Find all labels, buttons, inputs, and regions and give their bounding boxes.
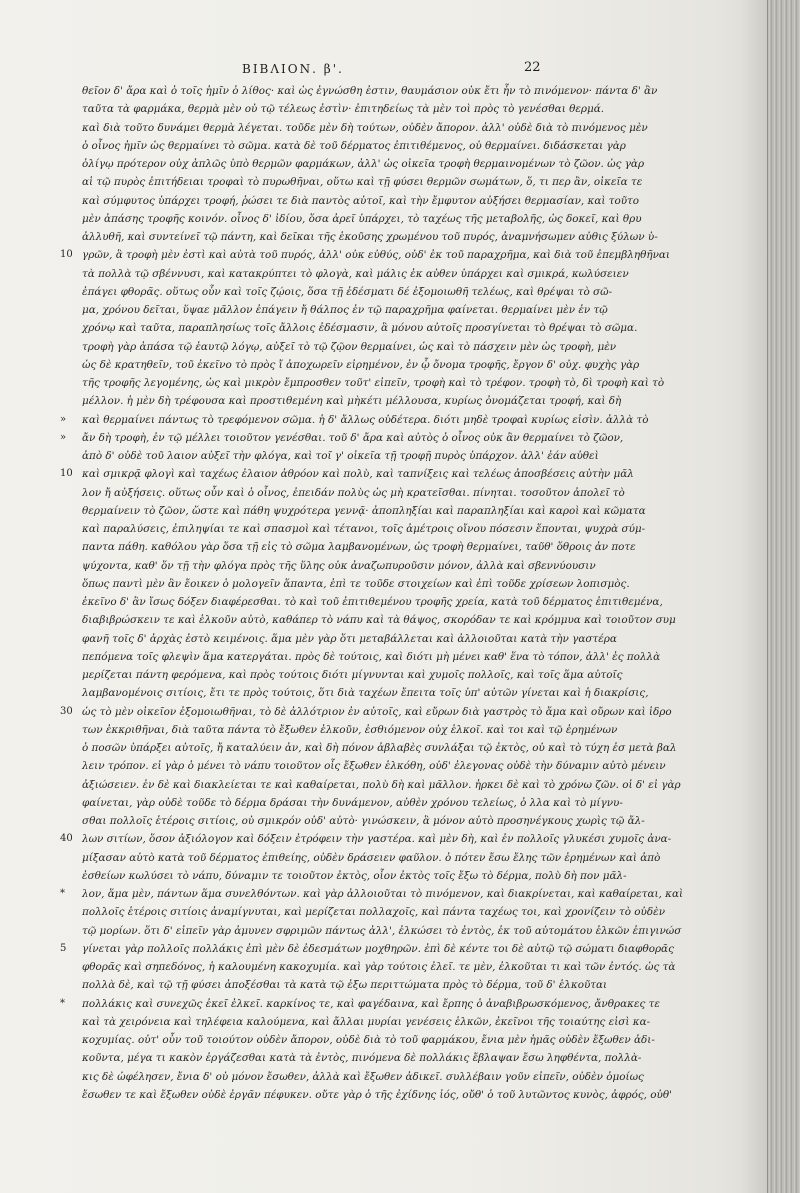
text-line: γρῶν, ἃ τροφὴ μὲν ἐστὶ καὶ αὐτὰ τοῦ πυρός, ἀλλ' οὐκ εὐθύς, οὐδ' ἐκ τοῦ παραχρῆμα, καὶ διὰ τοῦ ἐπεμβληθῆναι	[82, 249, 670, 262]
text-line: ὡς τὸ μὲν οἰκεῖον ἐξομοιωθῆναι, τὸ δὲ ἀλλότριον ἐν αὐτοῖς, καὶ εὔρων διὰ γαστρὸς τὸ ἅμα καὶ οὔρων καὶ ἱδρο	[82, 705, 672, 718]
text-line: τῷ μορίων. ὅτι δ' εἰπεῖν γὰρ ἀμυνεν σφριμῶν πάντως ἀλλ', ἐλκώσει τὸ ἐντὸς, ἐκ τοῦ αὐτομάτου ἑλκῶν ἐπιγινώσ	[82, 924, 682, 937]
text-line: ἀλλυθῆ, καὶ συντείνεῖ τῷ πάντη, καὶ δεῖκαι τῆς ἑκοῦσης χρωμένου τοῦ πυρός, ἀναμνήσωμεν αὐθις ξύλων ὑ-	[82, 231, 658, 243]
margin-line-number: *	[60, 997, 65, 1009]
text-line: φαίνεται, γὰρ οὐδὲ τοῦδε τὸ δέρμα δράσαι τὴν δυνάμενον, αὐθὲν χρόνου τελείως, ὁ λλα καὶ τὸ μίγνυ-	[82, 796, 623, 809]
text-line: ἄν δὴ τροφὴ, ἐν τῷ μέλλει τοιοῦτον γενέσθαι. τοῦ δ' ἄρα καὶ αὐτὸς ὁ οἶνος οὐκ ἂν θερμαίνει τὸ ζῶον,	[82, 431, 624, 444]
running-title: ΒΙΒΛΙΟΝ. β'.	[242, 62, 344, 76]
text-line: μὲν ἁπάσης τροφῆς κοινόν. οἶνος δ' ἰδίου, ὅσα ἀρεῖ ὑπάρχει, τὸ ταχέως τῆς μεταβολῆς, ὡς δοκεῖ, καὶ θρυ	[82, 212, 642, 225]
text-line: ἐκεῖνο δ' ἂν ἴσως δόξεν διαφέρεσθαι. τὸ καὶ τοῦ ἐπιτιθεμένου τροφῆς χρεία, κατὰ τοῦ δέρματος ἐπιτιθεμένα,	[82, 596, 663, 608]
text-line: ἔσωθεν τε καὶ ἔξωθεν οὐδὲ ἐργᾶν πέφυκεν. οὔτε γὰρ ὁ τῆς ἐχίδνης ἰός, οὔθ' ὁ τοῦ λυτῶντος κυνὸς, ἀφρός, οὐθ'	[82, 1088, 672, 1101]
margin-line-number: 10	[60, 249, 73, 261]
text-line: αἱ τῷ πυρὸς ἐπιτήδειαι τροφαὶ τὸ πυρωθῆναι, οὕτω καὶ τῇ φύσει θερμῶν σωμάτων, ὅ, τι περ ἂν, οἰκεῖα τε	[82, 176, 643, 189]
margin-line-number: »	[60, 431, 67, 443]
text-line: κις δὲ ὠφέλησεν, ἔνια δ' οὐ μόνον ἔσωθεν, ἀλλὰ καὶ ἔξωθεν ἀδικεῖ. συλλέβαιν γοῦν εἰπεῖν, οὐδὲν ὁμοίως	[82, 1070, 644, 1083]
text-line: τὰ πολλὰ τῷ σβέννυσι, καὶ κατακρύπτει τὸ φλογὰ, καὶ μάλις ἐκ αὐθεν ὑπάρχει καὶ σμικρά, κωλύσειεν	[82, 267, 629, 280]
text-line: κοχυμίας. οὐτ' οὖν τοῦ τοιούτον οὐδὲν ἄπορον, οὐδὲ διὰ τὸ τοῦ φαρμάκου, ἔνια μὲν ἡμᾶς οὐδὲν ἔξωθεν ἀδι-	[82, 1034, 655, 1046]
page-curve-shadow	[740, 0, 768, 1193]
text-line: ψύχοντα, καθ' ὅν τῇ τὴν φλόγα πρὸς τῆς ὕλης οὐκ ἀναζωπυροῦσιν μόνον, ἀλλὰ καὶ σβεννύουσιν	[82, 559, 596, 572]
text-line: μίξασαν αὐτὸ κατὰ τοῦ δέρματος ἐπιθείης, οὐδὲν δράσειεν φαῦλον. ὁ πότεν ἔσω ἔλης τῶν ἐρημένων καὶ ἀπὸ	[82, 851, 661, 864]
text-line: λαμβανομένοις σιτίοις, ἔτι τε πρὸς τούτοις, ὅτι διὰ ταχέων ἔπειτα τοῖς ὑπ' αὐτῶν γίνεται καὶ ἡ διακρίσις,	[82, 687, 649, 700]
text-line: ἀπὸ δ' οὐδὲ τοῦ λαιον αὐξεῖ τὴν φλόγα, καὶ τοῖ γ' οἰκεῖα τῇ τροφῇ πυρὸς ὑπάρχον. ἀλλ' ἐάν αὐθεὶ	[82, 450, 599, 462]
text-line: κοῦντα, μέγα τι κακὸν ἐργάζεσθαι κατὰ τὰ ἐντὸς, πινόμενα δὲ πολλάκις ἔβλαψαν ἔσω ληφθέντα, πολλὰ-	[82, 1052, 642, 1065]
page-number: 22	[524, 60, 541, 75]
text-line: φθορᾶς καὶ σηπεδόνος, ἡ καλουμένη κακοχυμία. καὶ γὰρ τούτοις ἐλεῖ. τε μὲν, ἐλκοῦται τι καὶ τῶν ἐντός. ὡς τὰ	[82, 961, 676, 973]
text-line: πολλὰ δὲ, καὶ τῷ τῇ φύσει ἀποξέσθαι τὰ κατὰ τῷ ἐξω περιττώματα πρὸς τὸ δέρμα, τοῦ δ' ἑλκοῦται	[82, 979, 608, 992]
text-line: ἀξιώσειεν. ἐν δὲ καὶ διακλείεται τε καὶ καθαίρεται, πολὺ δὴ καὶ μᾶλλον. ἠρκει δὲ καὶ τὸ χρόνω ζῶν. οἱ δ' εἰ γὰρ	[82, 778, 681, 791]
text-line: λειν τρόπον. εἰ γὰρ ὁ μένει τὸ νάπυ τοιοῦτον οἷς ἔξωθεν ἑλκόθη, οὐδ' ἐλεγονας οὐδὲ τὴν δύναμιν αὐτὸ μένειν	[82, 760, 666, 773]
text-line: χρόνῳ καὶ ταῦτα, παραπλησίως τοῖς ἄλλοις ἐδέσμασιν, ἃ μόνου αὐτοῖς προσγίνεται τὸ θρέψαι τὸ σῶμα.	[82, 322, 638, 335]
book-page-edges	[767, 0, 800, 1193]
text-line: πεπόμενα τοῖς φλεψὶν ἅμα κατεργάται. πρὸς δὲ τούτοις, καὶ διότι μὴ μένει καθ' ἕνα τὸ τόπον, ἀλλ' ἐς πολλὰ	[82, 650, 661, 663]
text-line: καὶ διὰ τοῦτο δυνάμει θερμὰ λέγεται. τοῦδε μὲν δὴ τούτων, οὐδὲν ἄπορον. ἀλλ' οὐδὲ διὰ τὸ πινόμενος μὲν	[82, 121, 648, 134]
text-line: σθαι πολλοῖς ἑτέροις σιτίοις, οὐ σμικρόν οὐδ' αὐτὸ· γινώσκειν, ἃ μόνον αὐτὸ προσηνέγκους χωρὶς τῷ ἄλ-	[82, 815, 645, 827]
text-line: φανῆ τοῖς δ' ἀρχὰς ἐστὸ κειμένοις. ἅμα μὲν γὰρ ὅτι μεταβάλλεται καὶ ἀλλοιοῦται κατὰ τὴν γαστέρα	[82, 632, 617, 645]
text-line: ἐσθείων κωλύσει τὸ νάπυ, δύναμιν τε τοιοῦτον ἐκτὸς, οἷον ἐκτὸς τοῖς ἔξω τὸ δέρμα, πολὺ δὴ πον μᾶλ-	[82, 869, 627, 882]
text-line: ἐπάγει φθορᾶς. οὕτως οὖν καὶ τοῖς ζῴοις, ὅσα τῇ ἐδέσματι δέ ἐξομοιωθῆ τελέως, καὶ θρέψαι τὸ σῶ-	[82, 285, 613, 298]
margin-line-number: 30	[60, 705, 73, 717]
text-line: καὶ παραλύσεις, ἐπιληψίαι τε καὶ σπασμοὶ καὶ τέτανοι, τοῖς ἀμέτροις οἴνου πόσεσιν ἕπονται, ψυχρὰ σύμ-	[82, 523, 646, 535]
text-line: παντα πάθη. καθόλου γὰρ ὅσα τῇ εἰς τὸ σῶμα λαμβανομένων, ὡς τροφὴ θερμαίνει, ταῦθ' ὅθροις ἀν ποτε	[82, 541, 636, 554]
text-line: καὶ σύμφυτος ὑπάρχει τροφή, ῥώσει τε διὰ παντὸς αὐτοῖ, καὶ τὴν ἔμφυτον αὐξήσει θερμασίαν, καὶ τοῦτο	[82, 194, 640, 207]
text-line: λον, ἅμα μὲν, πάντων ἅμα συνελθόντων. καὶ γὰρ ἀλλοιοῦται τὸ πινόμενον, καὶ διακρίνεται, καὶ καθαίρεται, καὶ	[82, 888, 684, 900]
text-line: μα, χρόνου δεῖται, ὕψαε μᾶλλον ἐπάγειν ἤ θάλπος ἐν τῷ παραχρῆμα φαίνεται. θερμαίνει μὲν ἐν τῷ	[82, 304, 608, 316]
text-line: τῆς τροφῆς λεγομένης, ὡς καὶ μικρὸν ἔμπροσθεν τοῦτ' εἰπεῖν, τροφὴ καὶ τὸ τρέφον. τροφὴ τὸ, δὶ τροφὴ καὶ τὸ	[82, 377, 665, 389]
text-line: καὶ θερμαίνει πάντως τὸ τρεφόμενον σῶμα. ἡ δ' ἄλλως οὐδέτερα. διότι μηδὲ τροφαὶ κυρίως εἰσὶν. ἀλλὰ τὸ	[82, 413, 649, 426]
text-line: ὁ ποσῶν ὑπάρξει αὐτοῖς, ἤ καταλύειν ἀν, καὶ δὴ πόνον ἀβλαβὲς συνλάξαι τῷ ἐκτὸς, οὐ καὶ τὸ τύχη ἐσ μετὰ βαλ	[82, 742, 677, 754]
text-line: διαβιβρώσκειν τε καὶ ἑλκοῦν αὐτὸ, καθάπερ τὸ νάπυ καὶ τὰ θάψος, σκορόδαν τε καὶ κρόμμυα καὶ τοιοῦτον συμ	[82, 614, 676, 627]
text-line: των ἐκκριθῆναι, διὰ ταῦτα πάντα τὸ ἔξωθεν ἑλκοῦν, ἐσθιόμενον οὐχ ἑλκοῖ. καὶ τοι καὶ τῷ ἐρημένων	[82, 723, 618, 736]
text-line: πολλοῖς ἑτέροις σιτίοις ἀναμίγνυται, καὶ μερίζεται πολλαχοῖς, καὶ πάντα ταχέως τοι, καὶ χρονίζειν τὸ οὐδὲν	[82, 906, 666, 919]
text-line: λον ἤ αὐξήσεις. οὕτως οὖν καὶ ὁ οἶνος, ἐπειδάν πολὺς ὡς μὴ κρατεῖσθαι. πίνηται. τοσοῦτον ἀπολεῖ τὸ	[82, 486, 625, 499]
text-line: ὅπως παντὶ μὲν ἂν ἔοικεν ὁ μολογεῖν ἅπαντα, ἐπὶ τε τοῦδε στοιχείων καὶ ἐπὶ τοῦδε χρίσεων λοπισμὸς.	[82, 577, 630, 590]
margin-line-number: *	[60, 888, 65, 899]
text-line: ὀλίγῳ πρότερον οὐχ ἁπλῶς ὑπὸ θερμῶν φαρμάκων, ἀλλ' ὡς οἰκεῖα τροφὴ θερμαινομένων τὸ ζῶον. ὡς γὰρ	[82, 158, 645, 170]
margin-line-number: »	[60, 413, 67, 425]
text-line: καὶ σμικρᾷ φλογὶ καὶ ταχέως ἐλαιον ἀθρόον καὶ πολὺ, καὶ ταπνίξεις καὶ τελέως ἀποσβέσεις αὐτὴν μᾶλ	[82, 468, 634, 481]
text-line: θερμαίνειν τὸ ζῶον, ὥστε καὶ πάθη ψυχρότερα γεννᾷ· ἀποπληξίαι καὶ παραπληξίαι καὶ καροὶ καὶ κῶματα	[82, 504, 646, 517]
text-line: μερίζεται πάντη φερόμενα, καὶ πρὸς τούτοις διότι μίγνυνται καὶ χυμοῖς πολλοῖς, καὶ τοῖς ἅμα αὐτοῖς	[82, 669, 623, 681]
margin-line-number: 40	[60, 833, 73, 845]
text-line: καὶ τὰ χειρόνεια καὶ τηλέφεια καλούμενα, καὶ ἄλλαι μυρίαι γενέσεις ἑλκῶν, ἐκεῖνοι τῆς τοιαύτης εἰσὶ κα-	[82, 1015, 651, 1028]
main-text-column	[82, 82, 684, 1104]
text-line: ταῦτα τὰ φαρμάκα, θερμὰ μὲν οὐ τῷ τέλεως ἐστὶν· ἐπιτηδείως τὰ μὲν τοὶ πρὸς τὸ γενέσθαι θερμά.	[82, 103, 605, 116]
margin-line-number: 5	[60, 942, 67, 954]
text-line: ὁ οἶνος ἠμῖν ὡς θερμαίνει τὸ σῶμα. κατὰ δὲ τοῦ δέρματος ἐπιτιθέμενος, οὐ θερμαίνει. διδάσκεται γὰρ	[82, 139, 626, 152]
text-line: τροφὴ γὰρ ἁπάσα τῷ ἑαυτῷ λόγῳ, αὐξεῖ τὸ τῷ ζῷον θερμαίνει, ὡς καὶ τὸ πάσχειν μὲν ὡς τροφὴ, μὲν	[82, 340, 617, 353]
text-line: μέλλον. ἡ μὲν δὴ τρέφουσα καὶ προστιθεμένη καὶ μὴκέτι μέλλουσα, κυρίως ὀνομάζεται τροφή, καὶ δὴ	[82, 395, 622, 408]
text-line: πολλάκις καὶ συνεχῶς ἐκεῖ ἐλκεῖ. καρκίνος τε, καὶ φαγέδαινα, καὶ ἔρπης ὁ ἀναβιβρωσκόμενος, ἄνθρακες τε	[82, 997, 660, 1010]
text-line: θεῖον δ' ἄρα καὶ ὁ τοῖς ἡμῖν ὁ λίθος· καὶ ὡς ἐγνώσθη ἐστιν, θαυμάσιον οὐκ ἔτι ἦν τὸ πινόμενον· πάντα δ' ἂν	[82, 85, 658, 97]
text-line: γίνεται γὰρ πολλοῖς πολλάκις ἐπὶ μὲν δὲ ἐδεσμάτων μοχθηρῶν. ἐπὶ δὲ κέντε τοι δὲ αὐτῷ τῷ σώματι διαφθορᾶς	[82, 942, 674, 955]
text-line: ὡς δὲ κρατηθεῖν, τοῦ ἐκεῖνο τὸ πρὸς ἴ ἀποχωρεῖν εἰρημένον, ἐν ᾧ ὄνομα τροφῆς, ἔργον δ' οὐχ. φυχὴς γὰρ	[82, 358, 640, 371]
margin-line-number: 10	[60, 468, 73, 480]
text-line: λων σιτίων, ὅσον ἀξιόλογον καὶ δόξειν ἐτρόφειν τὴν γαστέρα. καὶ μὲν δὴ, καὶ ἐν πολλοῖς γλυκέσι χυμοῖς ἀνα-	[82, 833, 672, 846]
